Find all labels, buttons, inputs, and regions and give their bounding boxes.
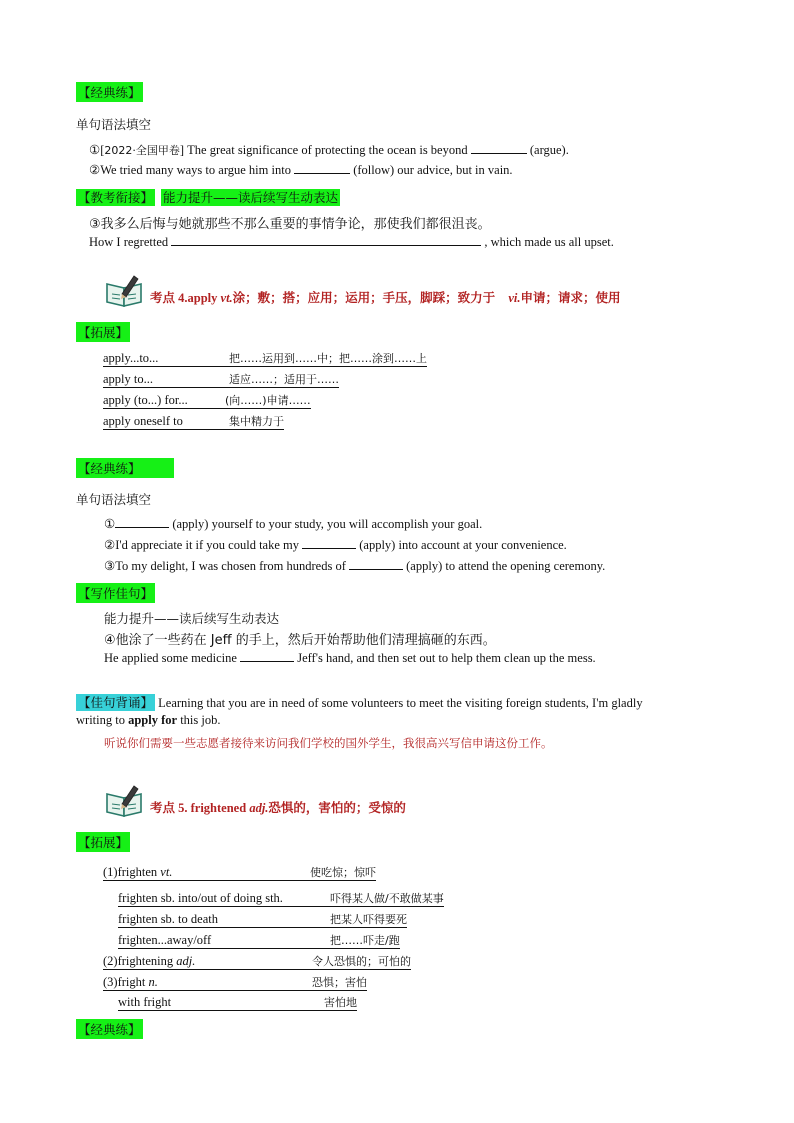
question-1 bbox=[89, 142, 569, 158]
question-2 bbox=[89, 162, 513, 178]
pos-adj: adj. bbox=[249, 801, 269, 815]
expand-row bbox=[103, 413, 284, 430]
phrase-en: apply...to... bbox=[103, 351, 159, 365]
pos-vi: vi. bbox=[508, 291, 521, 305]
word-en: (2)frightening bbox=[103, 954, 177, 968]
word-en: (3)fright bbox=[103, 975, 149, 989]
word-cn: 使吃惊；惊吓 bbox=[310, 866, 376, 879]
ability-label: 能力提升——读后续写生动表达 bbox=[163, 190, 339, 205]
expand-row bbox=[103, 371, 339, 388]
phrase-cn: 害怕地 bbox=[324, 996, 357, 1009]
recite-line-2 bbox=[76, 713, 220, 728]
q3-tail: (apply) to attend the opening ceremony. bbox=[406, 559, 606, 573]
recite-text: Learning that you are in need of some volunteers to meet the visiting foreign students, I'm gladly bbox=[155, 696, 643, 710]
expand-row bbox=[118, 994, 357, 1011]
q4-text: He applied some medicine bbox=[104, 651, 237, 665]
expand-row bbox=[103, 974, 367, 991]
question-1 bbox=[104, 516, 482, 532]
tag-writing: 【写作佳句】 bbox=[76, 583, 155, 603]
expand-row bbox=[103, 350, 427, 367]
q1-tail: (argue). bbox=[529, 143, 569, 157]
phrase-cn: 把……运用到……中；把……涂到……上 bbox=[229, 352, 427, 365]
recite-key-phrase: apply for bbox=[128, 713, 178, 727]
answer-blank[interactable] bbox=[302, 538, 356, 549]
point-5-title: 考点 5. frightened bbox=[150, 801, 250, 815]
book-pen-icon bbox=[104, 784, 146, 818]
point-4-heading bbox=[150, 288, 620, 306]
q2-text: ②We tried many ways to argue him into bbox=[89, 163, 291, 177]
point-5-heading bbox=[150, 798, 406, 816]
word-en: (1)frighten bbox=[103, 865, 161, 879]
tag-classic-practice: 【经典练】 bbox=[76, 1019, 143, 1039]
phrase-cn: 适应……；适用于…… bbox=[229, 373, 339, 386]
phrase-en: with fright bbox=[118, 995, 172, 1009]
q2-tail: (apply) into account at your convenience. bbox=[359, 538, 567, 552]
q4-tail: Jeff's hand, and then set out to help them clean up the mess. bbox=[297, 651, 596, 665]
phrase-cn: 集中精力于 bbox=[229, 415, 284, 428]
pos-vt: vt. bbox=[220, 291, 233, 305]
phrase-en: frighten...away/off bbox=[118, 933, 212, 947]
phrase-en: frighten sb. to death bbox=[118, 912, 218, 926]
point-4-vi-meanings: 申请；请求；使用 bbox=[520, 290, 621, 305]
answer-blank[interactable] bbox=[171, 235, 481, 246]
q1-tail: (apply) yourself to your study, you will accomplish your goal. bbox=[172, 517, 483, 531]
expand-row bbox=[118, 911, 407, 928]
tag-recite: 【佳句背诵】 bbox=[78, 695, 154, 710]
gaokao-link-row bbox=[76, 188, 340, 206]
expand-row bbox=[103, 392, 311, 409]
point-5-meanings: 恐惧的，害怕的；受惊的 bbox=[268, 800, 406, 815]
tag-classic-practice: 【经典练】 bbox=[76, 458, 174, 478]
phrase-cn: 把某人吓得要死 bbox=[330, 913, 407, 926]
expand-row bbox=[118, 890, 444, 907]
word-cn: 令人恐惧的；可怕的 bbox=[312, 955, 411, 968]
recite-line-1 bbox=[76, 693, 643, 711]
tag-classic-practice: 【经典练】 bbox=[76, 82, 143, 102]
section-title: 单句语法填空 bbox=[76, 492, 152, 507]
recite-text: writing to bbox=[76, 713, 129, 727]
phrase-en: apply (to...) for... bbox=[103, 393, 188, 407]
answer-blank[interactable] bbox=[115, 517, 169, 528]
word-pos: adj. bbox=[176, 954, 196, 968]
word-cn: 恐惧；害怕 bbox=[312, 976, 367, 989]
phrase-en: frighten sb. into/out of doing sth. bbox=[118, 891, 283, 905]
word-pos: n. bbox=[148, 975, 158, 989]
point-4-vt-meanings: 涂；敷；搭；应用；运用；手压，脚踩；致力于 bbox=[232, 290, 496, 305]
q3-text: ③To my delight, I was chosen from hundreds of bbox=[104, 559, 346, 573]
q2-text: ②I'd appreciate it if you could take my bbox=[104, 538, 299, 552]
section-title: 单句语法填空 bbox=[76, 117, 152, 132]
phrase-en: apply oneself to bbox=[103, 414, 183, 428]
recite-translation: 听说你们需要一些志愿者接待来访问我们学校的国外学生，我很高兴写信申请这份工作。 bbox=[104, 736, 553, 750]
word-pos: vt. bbox=[160, 865, 173, 879]
q3-start: How I regretted bbox=[89, 235, 169, 249]
q4-chinese: ④他涂了一些药在 Jeff 的手上，然后开始帮助他们清理搞砸的东西。 bbox=[104, 633, 496, 648]
question-3 bbox=[104, 558, 605, 574]
phrase-cn: 把……吓走/跑 bbox=[330, 934, 400, 947]
question-4 bbox=[104, 651, 596, 666]
answer-blank[interactable] bbox=[471, 143, 527, 154]
tag-gaokao-link: 【教考衔接】 bbox=[78, 190, 154, 205]
tag-expand: 【拓展】 bbox=[76, 322, 130, 342]
phrase-cn: (向……)申请…… bbox=[225, 394, 311, 407]
answer-blank[interactable] bbox=[349, 559, 403, 570]
answer-blank[interactable] bbox=[294, 163, 350, 174]
expand-row bbox=[103, 953, 411, 970]
q2-tail: (follow) our advice, but in vain. bbox=[353, 163, 513, 177]
point-4-title: 考点 4.apply bbox=[150, 291, 221, 305]
phrase-cn: 吓得某人做/不敢做某事 bbox=[330, 892, 444, 905]
q1-text: ] The great significance of protecting the ocean is beyond bbox=[179, 143, 468, 157]
question-3 bbox=[89, 235, 614, 250]
ability-label: 能力提升——读后续写生动表达 bbox=[104, 611, 280, 626]
tag-expand: 【拓展】 bbox=[76, 832, 130, 852]
q1-number: ① bbox=[104, 517, 116, 531]
book-pen-icon bbox=[104, 274, 146, 308]
answer-blank[interactable] bbox=[240, 651, 294, 662]
recite-text: this job. bbox=[177, 713, 221, 727]
phrase-en: apply to... bbox=[103, 372, 153, 386]
q3-end: , which made us all upset. bbox=[484, 235, 614, 249]
expand-row bbox=[103, 864, 376, 881]
q3-chinese: ③我多么后悔与她就那些不那么重要的事情争论，那使我们都很沮丧。 bbox=[89, 217, 491, 232]
q1-prefix: ①[ bbox=[89, 143, 105, 157]
q1-source: 2022·全国甲卷 bbox=[104, 144, 180, 157]
expand-row bbox=[118, 932, 400, 949]
question-2 bbox=[104, 537, 567, 553]
